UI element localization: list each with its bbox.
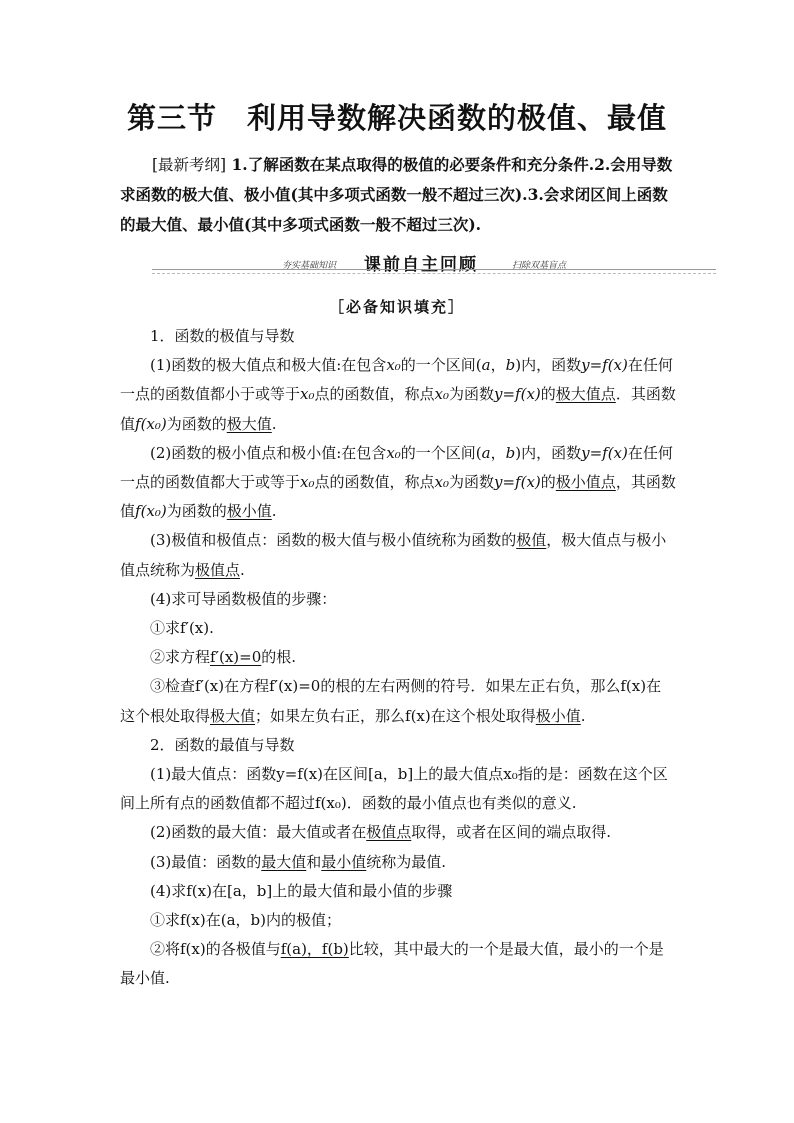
answer-endpoints: f(a)，f(b) xyxy=(280,940,349,959)
answer-local-min-point: 极小值点 xyxy=(555,473,616,492)
answer-local-max-point: 极大值点 xyxy=(555,385,616,404)
banner-left-text: 夯实基础知识 xyxy=(282,261,337,271)
answer-max-value: 极大值 xyxy=(210,706,256,725)
paragraph-steps-title: (4)求可导函数极值的步骤： xyxy=(150,589,337,608)
answer-min-value: 极小值 xyxy=(535,706,581,725)
page-title: 第三节 利用导数解决函数的极值、最值 xyxy=(126,101,667,135)
section-heading: ［必备知识填充］ xyxy=(328,298,465,316)
content-body xyxy=(120,322,676,994)
answer-extremum-point: 极值点 xyxy=(195,560,241,579)
section-banner xyxy=(152,250,716,274)
answer-maximum: 最大值 xyxy=(261,852,307,871)
paragraph-local-max: (1)函数的极大值点和极大值:在包含x₀的一个区间(a，b)内，函数y=f(x)在任何一点的函数值都小于或等于x₀点的函数值，称点x₀为函数y=f(x)的极大值点．其函数值f(x₀)为函数的极大值. xyxy=(120,356,676,433)
paragraph-extreme-values: (3)最值：函数的最大值和最小值统称为最值. xyxy=(150,852,447,871)
step-find-extrema: ①求f(x)在(a，b)内的极值； xyxy=(150,911,341,930)
section1-heading: 1．函数的极值与导数 xyxy=(150,327,295,345)
paragraph-max-min-steps: (4)求f(x)在[a，b]上的最大值和最小值的步骤 xyxy=(150,881,453,900)
paragraph-max-point: (1)最大值点：函数y=f(x)在区间[a，b]上的最大值点x₀指的是：函数在这个区间上所有点的函数值都不超过f(x₀)．函数的最小值点也有类似的意义. xyxy=(120,765,668,813)
answer-local-min: 极小值 xyxy=(226,502,272,521)
paragraph-local-min: (2)函数的极小值点和极小值:在包含x₀的一个区间(a，b)内，函数y=f(x)在任何一点的函数值都大于或等于x₀点的函数值，称点x₀为函数y=f(x)的极小值点，其函数值f(x₀)为函数的极小值. xyxy=(120,443,676,521)
paragraph-extremum: (3)极值和极值点：函数的极大值与极小值统称为函数的极值，极大值点与极小值点统称为极值点. xyxy=(120,531,667,579)
paragraph-max-value: (2)函数的最大值：最大值或者在极值点取得，或者在区间的端点取得. xyxy=(150,823,612,842)
step-2: ②求方程f′(x)=0的根. xyxy=(150,648,297,667)
syllabus-text: 1.了解函数在某点取得的极值的必要条件和充分条件.2.会用导数求函数的极大值、极小值(其中多项式函数一般不超过三次).3.会求闭区间上函数的最大值、最小值(其中多项式函数一般不超过三次). xyxy=(120,155,673,234)
step-1: ①求f′(x). xyxy=(150,619,214,638)
answer-extremum-point-2: 极值点 xyxy=(366,823,412,842)
banner-rule xyxy=(152,269,716,274)
answer-extremum: 极值 xyxy=(516,531,547,550)
syllabus-outline xyxy=(120,150,676,240)
section2-heading: 2．函数的最值与导数 xyxy=(150,735,295,754)
step-3: ③检查f′(x)在方程f′(x)=0的根的左右两侧的符号．如果左正右负，那么f(x)在这个根处取得极大值；如果左负右正，那么f(x)在这个根处取得极小值. xyxy=(120,677,662,725)
banner-title: 课前自主回顾 xyxy=(364,255,478,275)
banner-right-text: 扫除双基盲点 xyxy=(512,261,567,271)
syllabus-tag: [最新考纲] xyxy=(152,156,227,174)
step-compare: ②将f(x)的各极值与f(a)，f(b)比较，其中最大的一个是最大值，最小的一个是最小值. xyxy=(120,940,664,988)
answer-minimum: 最小值 xyxy=(321,852,367,871)
answer-local-max: 极大值 xyxy=(226,414,272,433)
answer-equation: f′(x)=0 xyxy=(210,648,262,667)
